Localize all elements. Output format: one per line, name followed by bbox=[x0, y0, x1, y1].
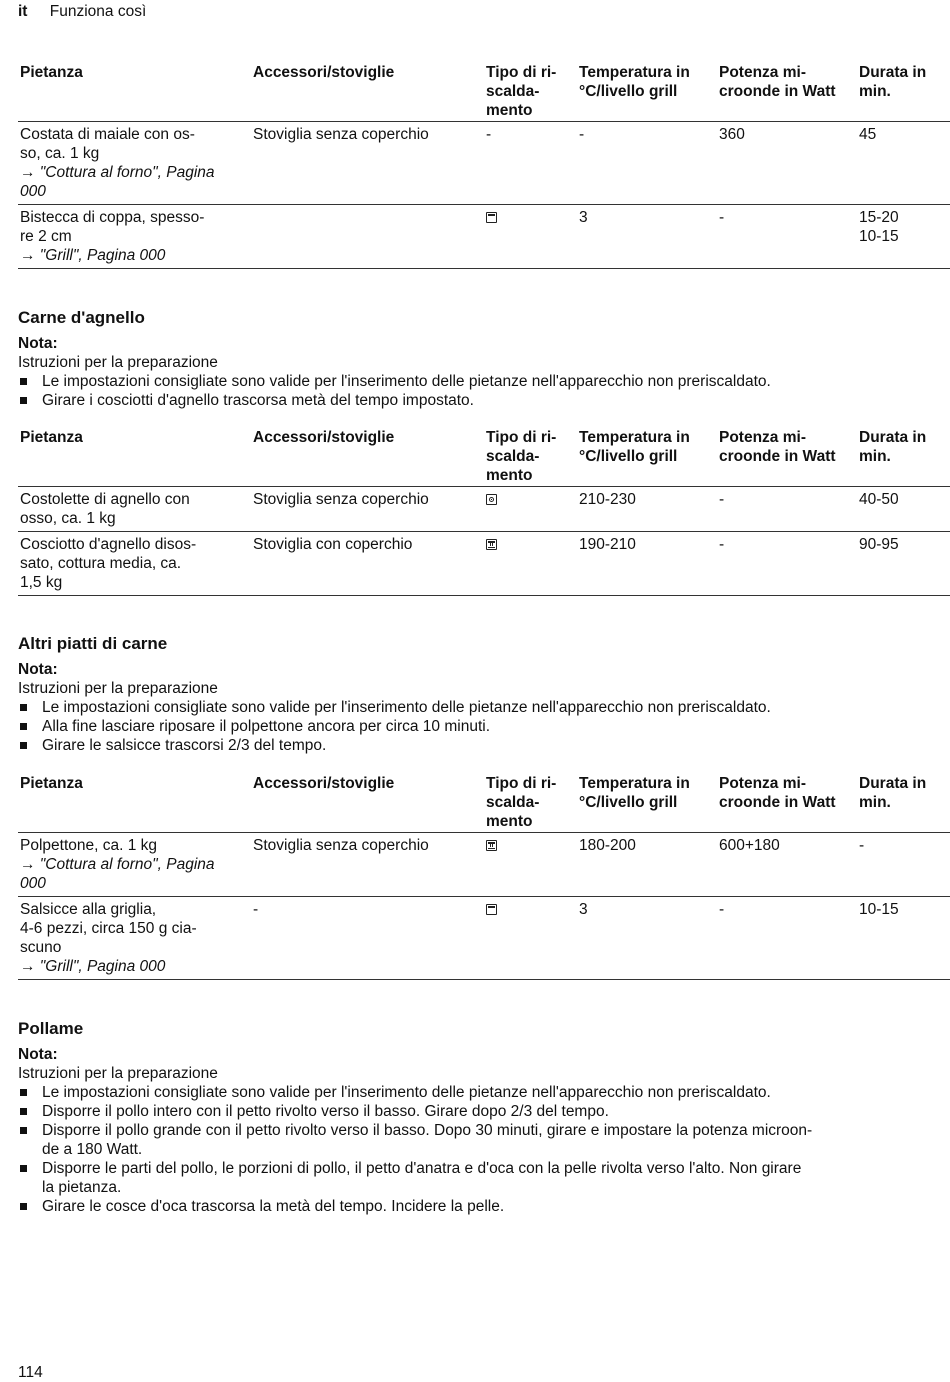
list-item: Girare i cosciotti d'agnello trascorsa metà del tempo impostato. bbox=[18, 391, 950, 410]
accessory-cell: Stoviglia senza coperchio bbox=[251, 487, 484, 532]
col-header-heating: Tipo di ri- scalda- mento bbox=[484, 62, 577, 122]
temp-cell: 210-230 bbox=[577, 487, 717, 532]
other-meat-section bbox=[18, 634, 950, 755]
duration-cell: - bbox=[857, 833, 950, 897]
section-title: Altri piatti di carne bbox=[18, 634, 168, 653]
col-header-dish: Pietanza bbox=[18, 427, 251, 487]
temp-cell: 180-200 bbox=[577, 833, 717, 897]
list-item: Girare le cosce d'oca trascorsa la metà del tempo. Incidere la pelle. bbox=[18, 1197, 950, 1216]
pork-table-section bbox=[18, 62, 950, 269]
top-bottom-heat-icon bbox=[486, 840, 497, 851]
accessory-cell: Stoviglia senza coperchio bbox=[251, 122, 484, 205]
duration-cell: 10-15 bbox=[857, 897, 950, 980]
dish-name: Polpettone, ca. 1 kg bbox=[20, 837, 158, 854]
dish-cell bbox=[18, 122, 251, 205]
col-header-duration: Durata in min. bbox=[857, 427, 950, 487]
duration-cell: 90-95 bbox=[857, 532, 950, 596]
duration-cell: 45 bbox=[857, 122, 950, 205]
page-reference: → "Grill", Pagina 000 bbox=[20, 958, 166, 975]
accessory-cell bbox=[251, 205, 484, 269]
table-row bbox=[18, 487, 950, 532]
section-title: Pollame bbox=[18, 1019, 84, 1038]
dish-cell bbox=[18, 833, 251, 897]
col-header-duration: Durata in min. bbox=[857, 773, 950, 833]
chapter-title: Funziona così bbox=[49, 3, 147, 20]
page-header bbox=[18, 2, 146, 21]
list-item: Le impostazioni consigliate sono valide per l'inserimento delle pietanze nell'apparecchio non preriscaldato. bbox=[18, 372, 950, 391]
top-bottom-heat-icon bbox=[486, 539, 497, 550]
lamb-table-section bbox=[18, 427, 950, 596]
table-header-row bbox=[18, 62, 950, 122]
dish-cell: Cosciotto d'agnello disos- sato, cottura media, ca. 1,5 kg bbox=[18, 532, 251, 596]
duration-cell: 40-50 bbox=[857, 487, 950, 532]
list-item: Le impostazioni consigliate sono valide per l'inserimento delle pietanze nell'apparecchio non preriscaldato. bbox=[18, 1083, 950, 1102]
section-title: Carne d'agnello bbox=[18, 308, 145, 327]
col-header-dish: Pietanza bbox=[18, 62, 251, 122]
table-row bbox=[18, 897, 950, 980]
note-instructions: Istruzioni per la preparazione bbox=[18, 1065, 218, 1082]
dish-cell bbox=[18, 205, 251, 269]
col-header-accessory: Accessori/stoviglie bbox=[251, 773, 484, 833]
power-cell: - bbox=[717, 897, 857, 980]
note-instructions: Istruzioni per la preparazione bbox=[18, 354, 218, 371]
table-row bbox=[18, 122, 950, 205]
list-item: Girare le salsicce trascorsi 2/3 del tempo. bbox=[18, 736, 950, 755]
poultry-section bbox=[18, 1019, 950, 1216]
table-header-row bbox=[18, 427, 950, 487]
temp-cell: 190-210 bbox=[577, 532, 717, 596]
grill-icon bbox=[486, 212, 497, 223]
heating-cell bbox=[484, 897, 577, 980]
power-cell: - bbox=[717, 205, 857, 269]
accessory-cell: Stoviglia senza coperchio bbox=[251, 833, 484, 897]
col-header-heating: Tipo di ri- scalda- mento bbox=[484, 773, 577, 833]
pork-table bbox=[18, 62, 950, 269]
note-label: Nota: bbox=[18, 335, 58, 352]
dish-name: Costata di maiale con os- so, ca. 1 kg bbox=[20, 126, 195, 162]
list-item: Le impostazioni consigliate sono valide per l'inserimento delle pietanze nell'apparecchio non preriscaldato. bbox=[18, 698, 950, 717]
heating-cell bbox=[484, 532, 577, 596]
power-cell: - bbox=[717, 532, 857, 596]
col-header-power: Potenza mi- croonde in Watt bbox=[717, 62, 857, 122]
col-header-power: Potenza mi- croonde in Watt bbox=[717, 427, 857, 487]
other-meat-table-section bbox=[18, 773, 950, 980]
power-cell: 360 bbox=[717, 122, 857, 205]
duration-cell: 15-20 10-15 bbox=[857, 205, 950, 269]
accessory-cell: Stoviglia con coperchio bbox=[251, 532, 484, 596]
col-header-temp: Temperatura in °C/livello grill bbox=[577, 773, 717, 833]
dish-cell: Costolette di agnello con osso, ca. 1 kg bbox=[18, 487, 251, 532]
page-reference: → "Cottura al forno", Pagina 000 bbox=[20, 164, 215, 200]
table-row bbox=[18, 205, 950, 269]
col-header-power: Potenza mi- croonde in Watt bbox=[717, 773, 857, 833]
note-label: Nota: bbox=[18, 661, 58, 678]
col-header-accessory: Accessori/stoviglie bbox=[251, 62, 484, 122]
table-row bbox=[18, 833, 950, 897]
note-list bbox=[18, 698, 950, 755]
heating-cell bbox=[484, 205, 577, 269]
lamb-section bbox=[18, 308, 950, 410]
note-label: Nota: bbox=[18, 1046, 58, 1063]
temp-cell: 3 bbox=[577, 205, 717, 269]
table-row bbox=[18, 532, 950, 596]
language-code: it bbox=[18, 3, 28, 20]
page-reference: → "Cottura al forno", Pagina 000 bbox=[20, 856, 215, 892]
page-reference: → "Grill", Pagina 000 bbox=[20, 247, 166, 264]
dish-name: Bistecca di coppa, spesso- re 2 cm bbox=[20, 209, 205, 245]
list-item: Disporre il pollo grande con il petto rivolto verso il basso. Dopo 30 minuti, girare e impostare la potenza microon- de a 180 Watt. bbox=[18, 1121, 950, 1159]
col-header-temp: Temperatura in °C/livello grill bbox=[577, 427, 717, 487]
col-header-temp: Temperatura in °C/livello grill bbox=[577, 62, 717, 122]
temp-cell: 3 bbox=[577, 897, 717, 980]
note-list bbox=[18, 1083, 950, 1216]
col-header-heating: Tipo di ri- scalda- mento bbox=[484, 427, 577, 487]
accessory-cell: - bbox=[251, 897, 484, 980]
col-header-duration: Durata in min. bbox=[857, 62, 950, 122]
list-item: Alla fine lasciare riposare il polpettone ancora per circa 10 minuti. bbox=[18, 717, 950, 736]
lamb-table bbox=[18, 427, 950, 596]
power-cell: - bbox=[717, 487, 857, 532]
table-header-row bbox=[18, 773, 950, 833]
note-instructions: Istruzioni per la preparazione bbox=[18, 680, 218, 697]
heating-cell bbox=[484, 487, 577, 532]
convection-icon bbox=[486, 494, 497, 505]
col-header-dish: Pietanza bbox=[18, 773, 251, 833]
power-cell: 600+180 bbox=[717, 833, 857, 897]
dish-cell bbox=[18, 897, 251, 980]
grill-icon bbox=[486, 904, 497, 915]
other-meat-table bbox=[18, 773, 950, 980]
dish-name: Salsicce alla griglia, 4-6 pezzi, circa 150 g cia- scuno bbox=[20, 901, 197, 956]
col-header-accessory: Accessori/stoviglie bbox=[251, 427, 484, 487]
temp-cell: - bbox=[577, 122, 717, 205]
note-list bbox=[18, 372, 950, 410]
heating-cell bbox=[484, 833, 577, 897]
heating-cell: - bbox=[484, 122, 577, 205]
page-number: 114 bbox=[18, 1364, 43, 1381]
list-item: Disporre il pollo intero con il petto rivolto verso il basso. Girare dopo 2/3 del tempo. bbox=[18, 1102, 950, 1121]
list-item: Disporre le parti del pollo, le porzioni di pollo, il petto d'anatra e d'oca con la pelle rivolta verso l'alto. Non girare la pietanza. bbox=[18, 1159, 950, 1197]
